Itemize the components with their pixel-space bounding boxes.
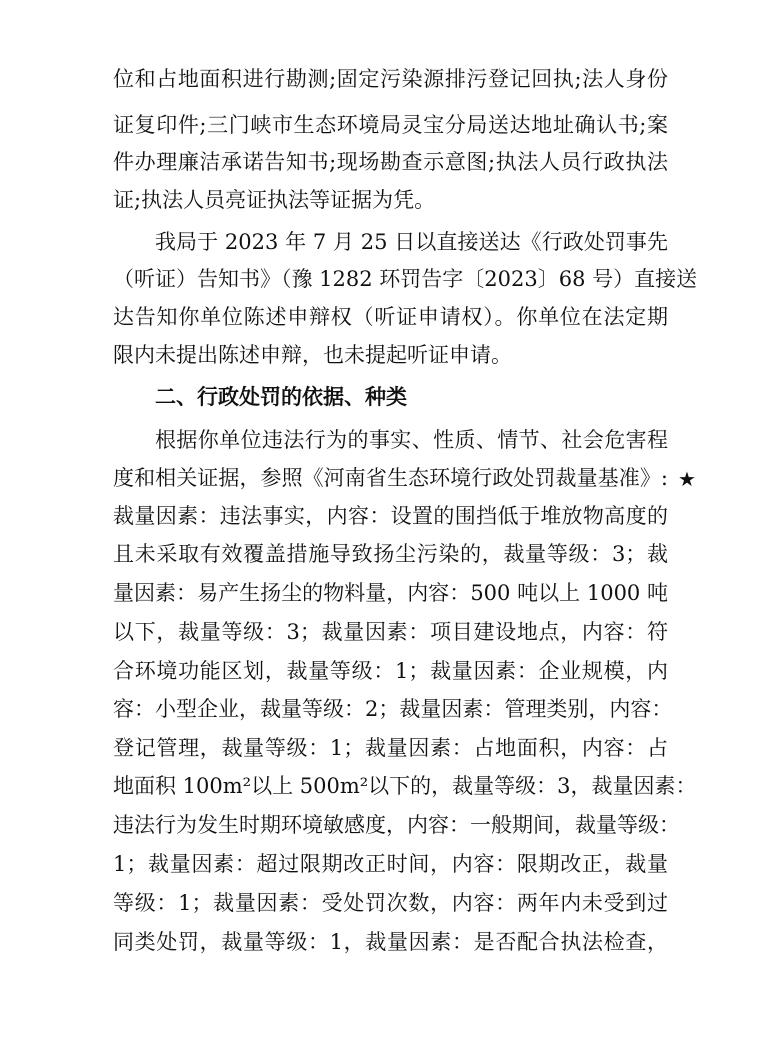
section-heading: 二、行政处罚的依据、种类: [155, 385, 407, 409]
paragraph-line: 违法行为发生时期环境敏感度，内容：一般期间，裁量等级：: [113, 813, 680, 837]
paragraph-line: 1；裁量因素：超过限期改正时间，内容：限期改正，裁量: [113, 852, 668, 876]
margin-star-mark: ★: [678, 467, 696, 491]
paragraph-line: 同类处罚，裁量等级：1，裁量因素：是否配合执法检查，: [113, 930, 668, 954]
paragraph-line: 度和相关证据，参照《河南省生态环境行政处罚裁量基准》:: [113, 466, 668, 490]
paragraph-line: 位和占地面积进行勘测;固定污染源排污登记回执;法人身份: [113, 67, 668, 91]
paragraph-line: 根据你单位违法行为的事实、性质、情节、社会危害程: [155, 428, 668, 452]
paragraph-line: 限内未提出陈述申辩，也未提起听证申请。: [113, 343, 512, 367]
paragraph-line: 登记管理，裁量等级：1；裁量因素：占地面积，内容：占: [113, 736, 668, 760]
paragraph-line: 以下，裁量等级：3；裁量因素：项目建设地点，内容：符: [113, 620, 668, 644]
paragraph-line: 件办理廉洁承诺告知书;现场勘查示意图;执法人员行政执法: [113, 150, 668, 174]
paragraph-line: 证复印件;三门峡市生态环境局灵宝分局送达地址确认书;案: [113, 113, 668, 137]
paragraph-line: 合环境功能区划，裁量等级：1；裁量因素：企业规模，内: [113, 659, 668, 683]
paragraph-line: 量因素：易产生扬尘的物料量，内容：500 吨以上 1000 吨: [113, 581, 668, 605]
paragraph-line: 达告知你单位陈述申辩权（听证申请权）。你单位在法定期: [113, 305, 668, 329]
paragraph-line: 地面积 100m²以上 500m²以下的，裁量等级：3，裁量因素：: [113, 774, 697, 798]
paragraph-line: 裁量因素：违法事实，内容：设置的围挡低于堆放物高度的: [113, 504, 668, 528]
paragraph-line: 证;执法人员亮证执法等证据为凭。: [113, 188, 436, 212]
paragraph-line: 我局于 2023 年 7 月 25 日以直接送达《行政处罚事先: [155, 230, 668, 254]
paragraph-line: （听证）告知书》（豫 1282 环罚告字〔2023〕68 号）直接送: [113, 267, 698, 291]
paragraph-line: 容：小型企业，裁量等级：2；裁量因素：管理类别，内容：: [113, 697, 673, 721]
paragraph-line: 且未采取有效覆盖措施导致扬尘污染的，裁量等级：3；裁: [113, 542, 668, 566]
paragraph-line: 等级：1；裁量因素：受处罚次数，内容：两年内未受到过: [113, 891, 668, 915]
